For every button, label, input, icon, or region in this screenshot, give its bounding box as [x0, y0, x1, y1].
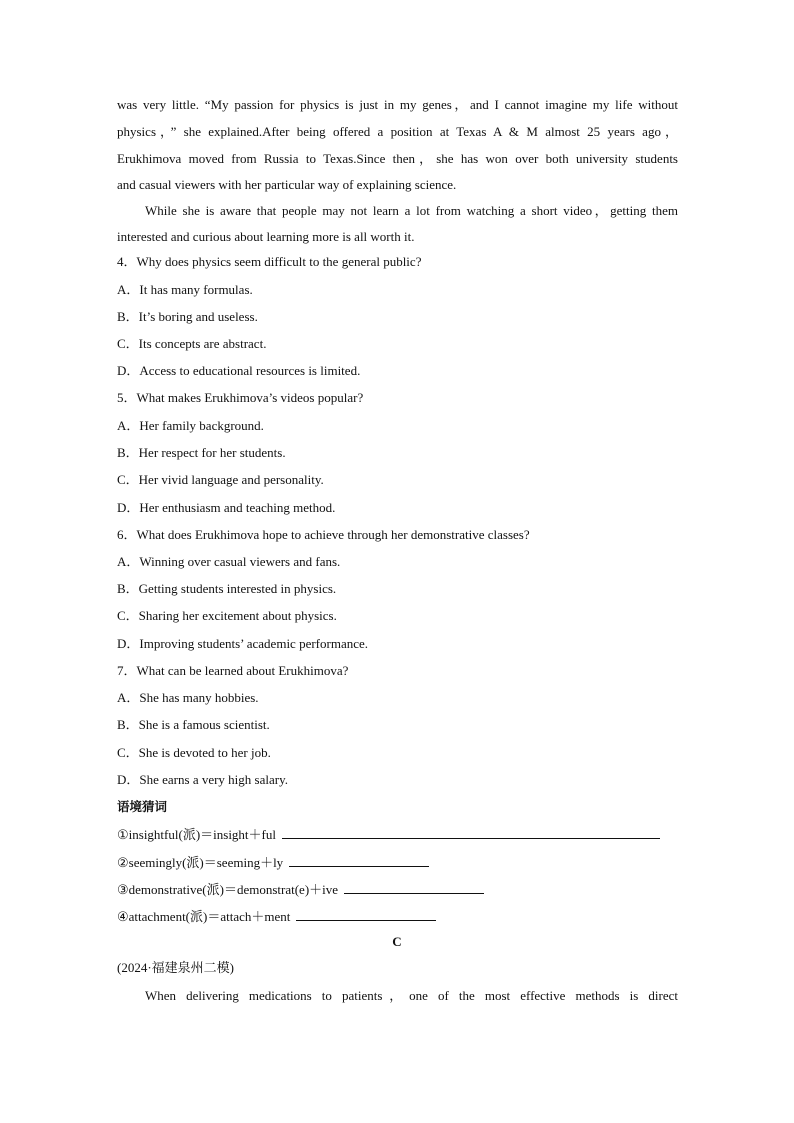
passage-line: and casual viewers with her particular way of explaining science.	[117, 177, 457, 192]
question-option: C．Her vivid language and personality.	[117, 472, 324, 487]
question-option: D．Access to educational resources is limited.	[117, 363, 361, 378]
vocab-item	[117, 908, 678, 925]
question-option: D．Improving students’ academic performance.	[117, 636, 368, 651]
vocab-text: ④attachment(派)＝attach＋ment	[117, 909, 291, 924]
source-note: (2024·福建泉州二模)	[117, 960, 234, 975]
question-stem: 5．What makes Erukhimova’s videos popular?	[117, 390, 364, 405]
question-option: C．She is devoted to her job.	[117, 745, 271, 760]
vocab-heading: 语境猜词	[117, 799, 168, 814]
vocab-text: ②seemingly(派)＝seeming＋ly	[117, 855, 284, 870]
passage-line: While she is aware that people may not learn a lot from watching a short video，getting them	[145, 203, 678, 218]
vocab-item	[117, 881, 678, 898]
question-option: C．Sharing her excitement about physics.	[117, 608, 337, 623]
question-option: B．Getting students interested in physics.	[117, 581, 337, 596]
answer-blank[interactable]	[282, 826, 660, 839]
question-stem: 7．What can be learned about Erukhimova?	[117, 663, 349, 678]
question-stem: 6．What does Erukhimova hope to achieve through her demonstrative classes?	[117, 527, 530, 542]
answer-blank[interactable]	[289, 854, 429, 867]
vocab-text: ③demonstrative(派)＝demonstrat(e)＋ive	[117, 882, 339, 897]
question-option: A．She has many hobbies.	[117, 690, 259, 705]
passage-line: Erukhimova moved from Russia to Texas.Since then，she has won over both university students	[117, 151, 678, 166]
question-option: C．Its concepts are abstract.	[117, 336, 267, 351]
passage-line: When delivering medications to patients，one of the most effective methods is direct	[145, 988, 678, 1003]
question-option: B．She is a famous scientist.	[117, 717, 270, 732]
question-option: A．Her family background.	[117, 418, 264, 433]
question-option: B．Her respect for her students.	[117, 445, 286, 460]
section-letter: C	[392, 934, 402, 949]
question-option: B．It’s boring and useless.	[117, 309, 258, 324]
question-option: A．Winning over casual viewers and fans.	[117, 554, 341, 569]
answer-blank[interactable]	[344, 881, 484, 894]
question-stem: 4．Why does physics seem difficult to the general public?	[117, 254, 422, 269]
question-option: D．Her enthusiasm and teaching method.	[117, 500, 336, 515]
vocab-text: ①insightful(派)＝insight＋ful	[117, 827, 276, 842]
question-option: D．She earns a very high salary.	[117, 772, 288, 787]
passage-line: interested and curious about learning more is all worth it.	[117, 229, 415, 244]
passage-line: was very little. “My passion for physics is just in my genes，and I cannot imagine my life without	[117, 97, 678, 112]
passage-line: physics，” she explained.After being offered a position at Texas A & M almost 25 years ago，	[117, 124, 678, 139]
question-option: A．It has many formulas.	[117, 282, 253, 297]
answer-blank[interactable]	[296, 908, 436, 921]
vocab-item	[117, 854, 678, 871]
vocab-item	[117, 826, 678, 843]
